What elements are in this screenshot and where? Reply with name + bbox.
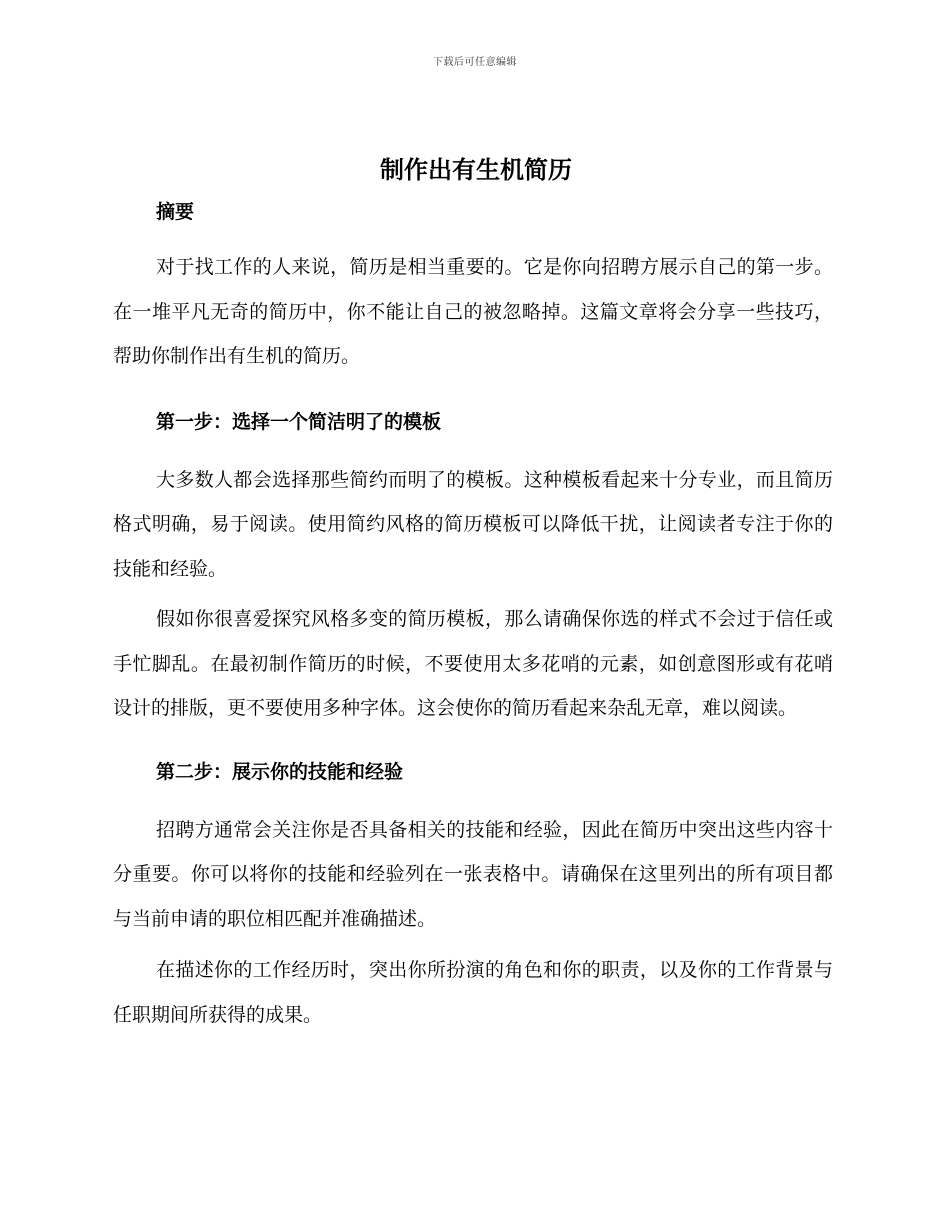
step1-heading: 第一步：选择一个简洁明了的模板 <box>156 410 442 433</box>
abstract-heading: 摘要 <box>156 201 195 223</box>
step2-paragraph-2: 在描述你的工作经历时，突出你所扮演的角色和你的职责，以及你的工作背景与任职期间所获得的成果。 <box>113 959 833 1026</box>
step1-paragraph-2: 假如你很喜爱探究风格多变的简历模板，那么请确保你选的样式不会过于信任或手忙脚乱。在最初制作简历的时候，不要使用太多花哨的元素，如创意图形或有花哨设计的排版，更不要使用多种字体。这会使你的简历看起来杂乱无章，难以阅读。 <box>113 608 833 719</box>
document-body <box>113 150 833 1037</box>
header-note: 下载后可任意编辑 <box>433 57 517 68</box>
abstract-paragraph: 对于找工作的人来说，简历是相当重要的。它是你向招聘方展示自己的第一步。在一堆平凡无奇的简历中，你不能让自己的被忽略掉。这篇文章将会分享一些技巧，帮助你制作出有生机的简历。 <box>113 256 833 367</box>
step1-paragraph-1: 大多数人都会选择那些简约而明了的模板。这种模板看起来十分专业，而且简历格式明确，易于阅读。使用简约风格的简历模板可以降低干扰，让阅读者专注于你的技能和经验。 <box>113 468 833 580</box>
document-title: 制作出有生机简历 <box>380 156 572 184</box>
step2-paragraph-1: 招聘方通常会关注你是否具备相关的技能和经验，因此在简历中突出这些内容十分重要。你可以将你的技能和经验列在一张表格中。请确保在这里列出的所有项目都与当前申请的职位相匹配并准确描述。 <box>113 818 833 930</box>
step2-heading: 第二步：展示你的技能和经验 <box>156 760 404 783</box>
